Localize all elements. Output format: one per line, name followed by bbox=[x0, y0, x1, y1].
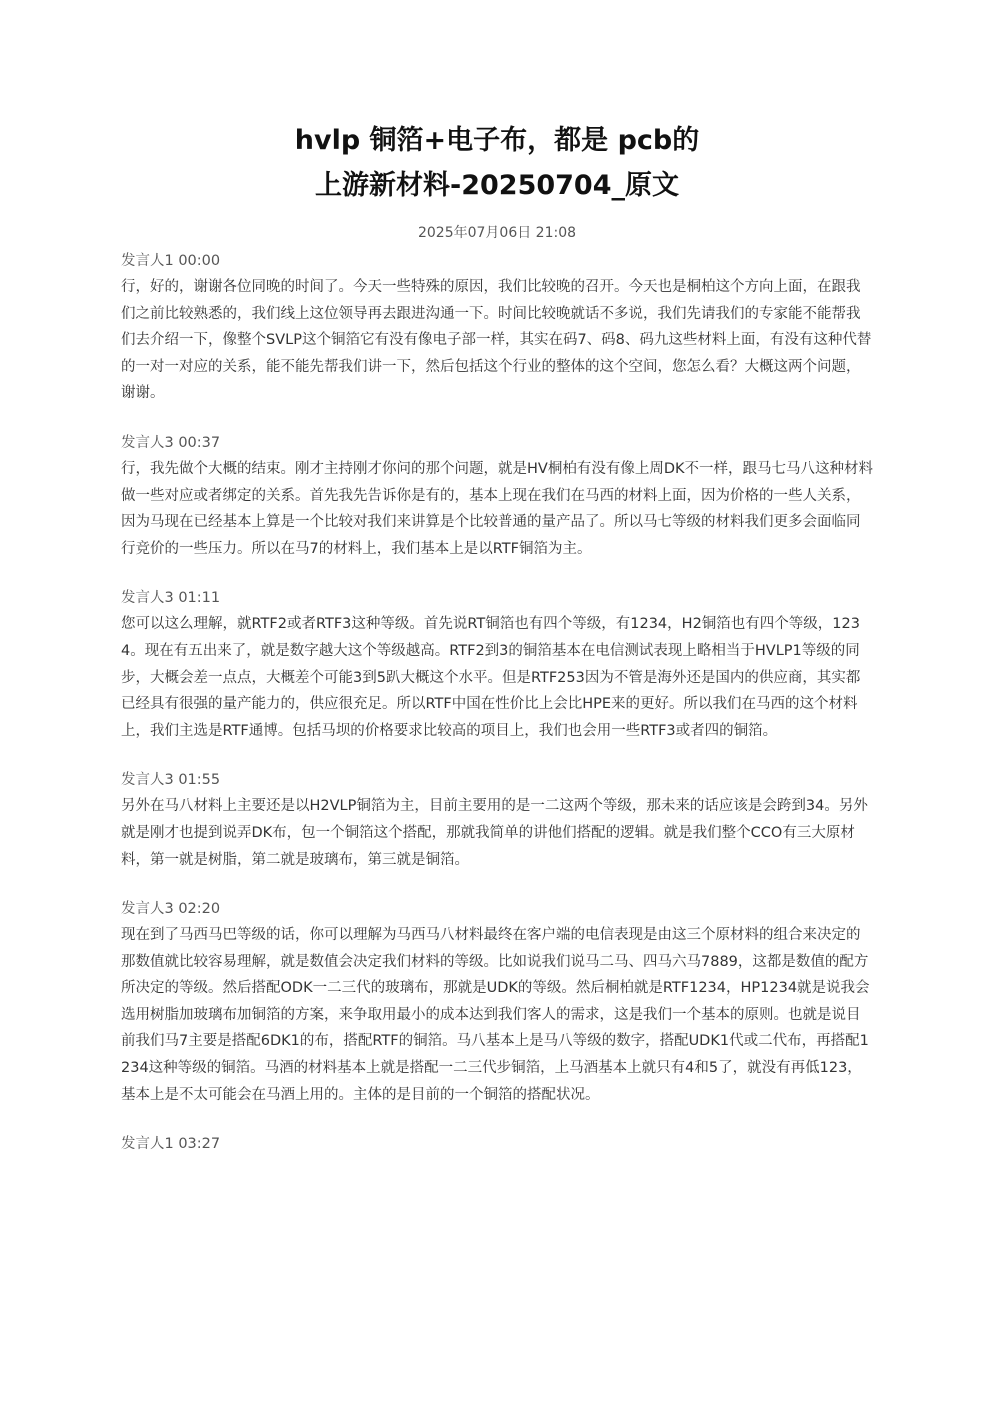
speaker-timestamp: 发言人3 02:20 bbox=[121, 901, 221, 918]
speech-text: 行，好的，谢谢各位同晚的时间了。今天一些特殊的原因，我们比较晚的召开。今天也是桐柏这个方向上面，在跟我们之前比较熟悉的，我们线上这位领导再去跟进沟通一下。时间比较晚就话不多说，我们先请我们的专家能不能帮我们去介绍一下，像整个SVLP这个铜箔它有没有像电子部一样，其实在码7、码8、码九这些材料上面，有没有这种代替的一对一对应的关系，能不能先帮我们讲一下，然后包括这个行业的整体的这个空间，您怎么看？大概这两个问题，谢谢。 bbox=[121, 279, 872, 402]
speaker-timestamp: 发言人3 01:55 bbox=[121, 772, 221, 789]
document-title bbox=[121, 118, 873, 208]
speech-text: 另外在马八材料上主要还是以H2VLP铜箔为主，目前主要用的是一二这两个等级，那未来的话应该是会跨到34。另外就是刚才也提到说弄DK布，包一个铜箔这个搭配，那就我简单的讲他们搭配的逻辑。就是我们整个CCO有三大原材料，第一就是树脂，第二就是玻璃布，第三就是铜箔。 bbox=[121, 798, 868, 868]
title-line-2: 上游新材料-20250704_原文 bbox=[315, 170, 679, 201]
transcript bbox=[121, 249, 873, 1157]
transcript-segment bbox=[121, 249, 873, 407]
speech-text: 现在到了马西马巴等级的话，你可以理解为马西马八材料最终在客户端的电信表现是由这三个原材料的组合来决定的那数值就比较容易理解，就是数值会决定我们材料的等级。比如说我们说马二马、四马六马7889，这都是数值的配方所决定的等级。然后搭配ODK一二三代的玻璃布，那就是UDK的等级。然后桐柏就是RTF1234，HP1234就是说我会选用树脂加玻璃布加铜箔的方案，来争取用最小的成本达到我们客人的需求，这是我们一个基本的原则。也就是说目前我们马7主要是搭配6DK1的布，搭配RTF的铜箔。马八基本上是马八等级的数字，搭配UDK1代或二代布，再搭配1234这种等级的铜箔。马酒的材料基本上就是搭配一二三代步铜箔，上马酒基本上就只有4和5了，就没有再低123，基本上是不太可能会在马酒上用的。主体的是目前的一个铜箔的搭配状况。 bbox=[121, 927, 870, 1103]
transcript-segment bbox=[121, 1132, 873, 1157]
document-date: 2025年07月06日 21:08 bbox=[417, 225, 577, 241]
speaker-timestamp: 发言人1 00:00 bbox=[121, 253, 221, 269]
transcript-segment bbox=[121, 431, 873, 562]
transcript-segment bbox=[121, 897, 873, 1108]
document-page bbox=[121, 118, 873, 1181]
transcript-segment bbox=[121, 586, 873, 744]
transcript-segment bbox=[121, 768, 873, 873]
speech-text: 行，我先做个大概的结束。刚才主持刚才你问的那个问题，就是HV桐柏有没有像上周DK不一样，跟马七马八这种材料做一些对应或者绑定的关系。首先我先告诉你是有的，基本上现在我们在马西的材料上面，因为价格的一些人关系，因为马现在已经基本上算是一个比较对我们来讲算是个比较普通的量产品了。所以马七等级的材料我们更多会面临同行竞价的一些压力。所以在马7的材料上，我们基本上是以RTF铜箔为主。 bbox=[121, 460, 873, 557]
title-line-1: hvlp 铜箔+电子布，都是 pcb的 bbox=[294, 125, 700, 156]
speaker-timestamp: 发言人1 03:27 bbox=[121, 1136, 221, 1153]
speaker-timestamp: 发言人3 00:37 bbox=[121, 434, 221, 451]
speech-text: 您可以这么理解，就RTF2或者RTF3这种等级。首先说RT铜箔也有四个等级，有1234，H2铜箔也有四个等级，1234。现在有五出来了，就是数字越大这个等级越高。RTF2到3的铜箔基本在电信测试表现上略相当于HVLP1等级的同步，大概会差一点点，大概差个可能3到5趴大概这个水平。但是RTF253因为不管是海外还是国内的供应商，其实都已经具有很强的量产能力的，供应很充足。所以RTF中国在性价比上会比HPE来的更好。所以我们在马西的这个材料上，我们主选是RTF通博。包括马坝的价格要求比较高的项目上，我们也会用一些RTF3或者四的铜箔。 bbox=[121, 616, 861, 739]
speaker-timestamp: 发言人3 01:11 bbox=[121, 590, 221, 607]
